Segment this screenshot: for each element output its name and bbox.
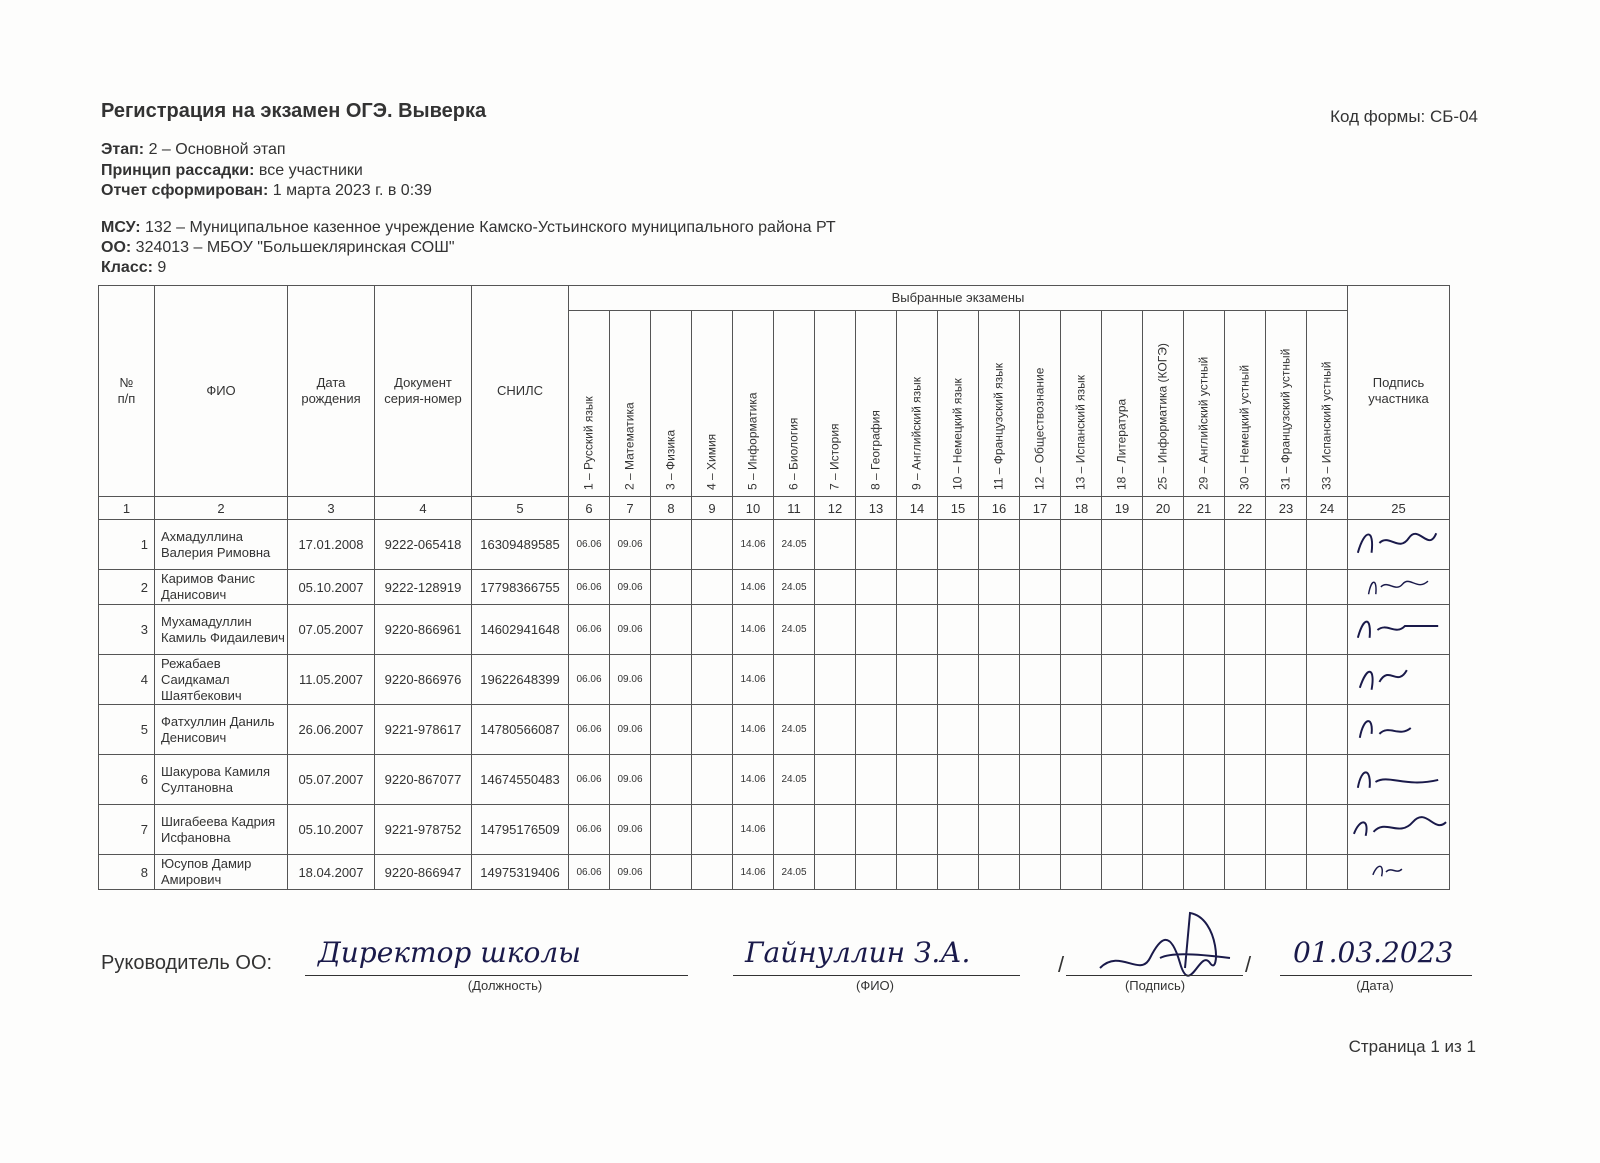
row-dob: 11.05.2007 (288, 655, 375, 705)
row-fio: Фатхуллин Даниль Денисович (155, 705, 288, 755)
exam-date-cell (1143, 655, 1184, 705)
exam-date-cell (1061, 755, 1102, 805)
row-doc: 9222-128919 (375, 570, 472, 605)
exam-date-cell (1184, 570, 1225, 605)
position-caption: (Должность) (467, 978, 543, 993)
exam-date-cell (979, 805, 1020, 855)
row-dob: 26.06.2007 (288, 705, 375, 755)
exam-date-cell (938, 755, 979, 805)
exam-date-cell (1143, 520, 1184, 570)
row-fio: Юсупов Дамир Амирович (155, 855, 288, 890)
row-doc: 9221-978617 (375, 705, 472, 755)
exam-date-cell: 06.06 (569, 805, 610, 855)
exam-header: 6 – Биология (774, 311, 815, 497)
column-number: 22 (1225, 497, 1266, 520)
exam-date-cell (692, 605, 733, 655)
exam-date-cell (979, 520, 1020, 570)
exam-date-cell (856, 805, 897, 855)
column-number: 5 (472, 497, 569, 520)
exam-date-cell: 24.05 (774, 605, 815, 655)
header-num: № п/п (99, 286, 155, 497)
exam-date-cell (1266, 655, 1307, 705)
director-signature (1090, 908, 1240, 983)
exam-date-cell (1184, 705, 1225, 755)
column-number: 20 (1143, 497, 1184, 520)
exam-date-cell (1225, 755, 1266, 805)
exam-date-cell (815, 705, 856, 755)
row-dob: 05.07.2007 (288, 755, 375, 805)
column-number: 19 (1102, 497, 1143, 520)
exam-date-cell (938, 855, 979, 890)
row-snils: 19622648399 (472, 655, 569, 705)
table-row (99, 655, 1450, 705)
exam-date-cell: 06.06 (569, 520, 610, 570)
exam-date-cell (1266, 755, 1307, 805)
column-number: 7 (610, 497, 651, 520)
row-fio: Шакурова Камиля Султановна (155, 755, 288, 805)
exam-header: 3 – Физика (651, 311, 692, 497)
column-number: 14 (897, 497, 938, 520)
date-caption: (Дата) (1356, 978, 1394, 993)
column-number: 21 (1184, 497, 1225, 520)
page-title: Регистрация на экзамен ОГЭ. Выверка (101, 100, 487, 122)
exam-date-cell (897, 755, 938, 805)
column-number: 16 (979, 497, 1020, 520)
exam-date-cell (856, 605, 897, 655)
exam-header: 2 – Математика (610, 311, 651, 497)
exam-date-cell (938, 705, 979, 755)
row-fio: Шигабеева Кадрия Исфановна (155, 805, 288, 855)
exam-date-cell (856, 705, 897, 755)
exam-date-cell: 06.06 (569, 605, 610, 655)
exam-date-cell (1266, 605, 1307, 655)
column-number: 24 (1307, 497, 1348, 520)
exam-date-cell (856, 520, 897, 570)
exam-date-cell (856, 570, 897, 605)
exam-date-cell (651, 655, 692, 705)
exam-date-cell (815, 605, 856, 655)
row-doc: 9221-978752 (375, 805, 472, 855)
exam-date-cell (692, 755, 733, 805)
exam-date-cell (1061, 855, 1102, 890)
exam-date-cell (1020, 520, 1061, 570)
table-row (99, 805, 1450, 855)
row-snils: 14674550483 (472, 755, 569, 805)
exam-header: 7 – История (815, 311, 856, 497)
exam-date-cell (1225, 520, 1266, 570)
exam-date-cell: 06.06 (569, 570, 610, 605)
table-row (99, 755, 1450, 805)
exam-date-cell (856, 755, 897, 805)
row-doc: 9220-867077 (375, 755, 472, 805)
column-number: 4 (375, 497, 472, 520)
exam-date-cell (815, 755, 856, 805)
exam-date-cell (651, 705, 692, 755)
exam-header: 11 – Французский язык (979, 311, 1020, 497)
row-dob: 05.10.2007 (288, 805, 375, 855)
exam-date-cell: 14.06 (733, 520, 774, 570)
exam-date-cell (651, 855, 692, 890)
exam-date-cell (897, 855, 938, 890)
exam-date-cell (692, 805, 733, 855)
exam-date-cell: 24.05 (774, 570, 815, 605)
exam-date-cell (1266, 855, 1307, 890)
exam-date-cell (1061, 655, 1102, 705)
column-number: 12 (815, 497, 856, 520)
row-snils: 16309489585 (472, 520, 569, 570)
column-number: 15 (938, 497, 979, 520)
exam-date-cell (1225, 605, 1266, 655)
exam-date-cell (1061, 705, 1102, 755)
row-snils: 14780566087 (472, 705, 569, 755)
exam-date-cell (1184, 520, 1225, 570)
column-number: 25 (1348, 497, 1450, 520)
exam-date-cell (1061, 570, 1102, 605)
column-number: 17 (1020, 497, 1061, 520)
exam-header: 12 – Обществознание (1020, 311, 1061, 497)
exam-date-cell: 24.05 (774, 520, 815, 570)
exam-date-cell (1102, 570, 1143, 605)
exam-date-cell (815, 855, 856, 890)
exam-date-cell: 14.06 (733, 855, 774, 890)
msu-line: МСУ: 132 – Муниципальное казенное учреждение Камско-Устьинского муниципального района РТ (101, 219, 836, 236)
column-number: 1 (99, 497, 155, 520)
exam-date-cell: 24.05 (774, 855, 815, 890)
exam-date-cell: 24.05 (774, 755, 815, 805)
exam-date-cell (692, 520, 733, 570)
header-doc: Документ серия-номер (375, 286, 472, 497)
exam-date-cell (856, 655, 897, 705)
exam-date-cell (1225, 705, 1266, 755)
column-number: 10 (733, 497, 774, 520)
participant-signature (1348, 755, 1450, 805)
exam-header: 13 – Испанский язык (1061, 311, 1102, 497)
exam-date-cell (1061, 605, 1102, 655)
exam-date-cell (897, 705, 938, 755)
position-handwritten: Директор школы (318, 936, 581, 969)
participant-signature (1348, 570, 1450, 605)
exam-date-cell: 09.06 (610, 855, 651, 890)
row-doc: 9220-866961 (375, 605, 472, 655)
exam-date-cell (692, 855, 733, 890)
header-snils: СНИЛС (472, 286, 569, 497)
exam-date-cell (938, 655, 979, 705)
exam-date-cell (815, 520, 856, 570)
participant-signature (1348, 805, 1450, 855)
column-number: 13 (856, 497, 897, 520)
exam-date-cell (1102, 805, 1143, 855)
exam-date-cell (979, 705, 1020, 755)
page-number: Страница 1 из 1 (1348, 1037, 1476, 1056)
exam-date-cell (938, 520, 979, 570)
exam-date-cell (1266, 805, 1307, 855)
table-row (99, 705, 1450, 755)
exam-date-cell (1143, 805, 1184, 855)
row-fio: Мухамадуллин Камиль Фидаилевич (155, 605, 288, 655)
exam-date-cell (1184, 655, 1225, 705)
registration-table (98, 285, 1450, 890)
exam-date-cell (979, 755, 1020, 805)
exam-date-cell (1184, 855, 1225, 890)
exam-date-cell (1020, 570, 1061, 605)
exam-date-cell (1020, 655, 1061, 705)
row-number: 8 (99, 855, 155, 890)
exam-date-cell (1102, 655, 1143, 705)
exam-date-cell (1020, 855, 1061, 890)
head-label: Руководитель ОО: (101, 952, 273, 974)
column-number: 2 (155, 497, 288, 520)
exam-date-cell (897, 520, 938, 570)
row-fio: Ахмадуллина Валерия Римовна (155, 520, 288, 570)
exam-date-cell (1225, 805, 1266, 855)
exam-date-cell (1143, 570, 1184, 605)
exam-date-cell (1307, 755, 1348, 805)
exam-date-cell (1307, 855, 1348, 890)
exam-date-cell (1307, 605, 1348, 655)
exam-header: 30 – Немецкий устный (1225, 311, 1266, 497)
exam-date-cell: 09.06 (610, 805, 651, 855)
exam-date-cell: 09.06 (610, 705, 651, 755)
exam-date-cell (651, 570, 692, 605)
column-number: 8 (651, 497, 692, 520)
exam-date-cell: 06.06 (569, 705, 610, 755)
exam-date-cell (1061, 805, 1102, 855)
exam-date-cell (692, 570, 733, 605)
exam-date-cell: 06.06 (569, 655, 610, 705)
row-doc: 9222-065418 (375, 520, 472, 570)
exam-date-cell: 09.06 (610, 520, 651, 570)
column-number: 3 (288, 497, 375, 520)
participant-signature (1348, 855, 1450, 890)
seating-line: Принцип рассадки: все участники (101, 162, 363, 179)
exam-header: 9 – Английский язык (897, 311, 938, 497)
exam-date-cell (979, 655, 1020, 705)
exam-date-cell (938, 805, 979, 855)
exam-date-cell (897, 570, 938, 605)
exam-header: 29 – Английский устный (1184, 311, 1225, 497)
table-row (99, 855, 1450, 890)
exam-date-cell (1143, 755, 1184, 805)
participant-signature (1348, 605, 1450, 655)
header-fio: ФИО (155, 286, 288, 497)
column-number: 23 (1266, 497, 1307, 520)
exam-date-cell (1307, 805, 1348, 855)
row-dob: 07.05.2007 (288, 605, 375, 655)
exam-date-cell: 09.06 (610, 605, 651, 655)
exam-header: 8 – География (856, 311, 897, 497)
exam-date-cell (774, 655, 815, 705)
report-line: Отчет сформирован: 1 марта 2023 г. в 0:39 (101, 182, 432, 199)
participant-signature (1348, 655, 1450, 705)
row-snils: 17798366755 (472, 570, 569, 605)
row-snils: 14975319406 (472, 855, 569, 890)
exam-date-cell (1020, 605, 1061, 655)
oo-line: ОО: 324013 – МБОУ "Большекляринская СОШ" (101, 239, 455, 256)
exam-date-cell: 14.06 (733, 705, 774, 755)
exam-date-cell: 14.06 (733, 570, 774, 605)
exam-date-cell: 14.06 (733, 755, 774, 805)
exam-date-cell: 09.06 (610, 655, 651, 705)
form-code: Код формы: СБ-04 (1330, 107, 1478, 126)
exam-date-cell (815, 655, 856, 705)
exam-date-cell (938, 570, 979, 605)
date-handwritten: 01.03.2023 (1293, 936, 1454, 969)
exam-date-cell: 06.06 (569, 755, 610, 805)
row-number: 2 (99, 570, 155, 605)
exam-date-cell (1102, 605, 1143, 655)
exam-date-cell (1102, 755, 1143, 805)
exam-date-cell (938, 605, 979, 655)
exam-date-cell (651, 755, 692, 805)
exam-header: 1 – Русский язык (569, 311, 610, 497)
row-number: 5 (99, 705, 155, 755)
exam-date-cell (1184, 605, 1225, 655)
header-sign: Подпись участника (1348, 286, 1450, 497)
exam-date-cell (651, 805, 692, 855)
exam-header: 18 – Литература (1102, 311, 1143, 497)
exam-header: 31 – Французский устный (1266, 311, 1307, 497)
exam-date-cell (1225, 855, 1266, 890)
row-number: 6 (99, 755, 155, 805)
column-number: 11 (774, 497, 815, 520)
fio-handwritten: Гайнуллин З.А. (745, 936, 971, 969)
exam-header: 25 – Информатика (КОГЭ) (1143, 311, 1184, 497)
exam-date-cell (1020, 755, 1061, 805)
table-row (99, 605, 1450, 655)
exam-date-cell (651, 605, 692, 655)
row-doc: 9220-866976 (375, 655, 472, 705)
exam-date-cell (1020, 805, 1061, 855)
exam-header: 10 – Немецкий язык (938, 311, 979, 497)
fio-caption: (ФИО) (856, 978, 894, 993)
exam-date-cell (1020, 705, 1061, 755)
exam-date-cell (774, 805, 815, 855)
row-dob: 18.04.2007 (288, 855, 375, 890)
exam-date-cell (979, 855, 1020, 890)
exam-date-cell (1307, 705, 1348, 755)
exam-date-cell (1266, 570, 1307, 605)
exam-date-cell: 09.06 (610, 570, 651, 605)
header-exams: Выбранные экзамены (569, 286, 1348, 311)
exam-date-cell (1225, 570, 1266, 605)
exam-date-cell (897, 605, 938, 655)
exam-date-cell (979, 570, 1020, 605)
row-fio: Каримов Фанис Данисович (155, 570, 288, 605)
class-line: Класс: 9 (101, 259, 167, 276)
row-snils: 14795176509 (472, 805, 569, 855)
exam-date-cell: 06.06 (569, 855, 610, 890)
stage-line: Этап: 2 – Основной этап (101, 141, 286, 158)
exam-date-cell (1061, 520, 1102, 570)
exam-date-cell (1143, 705, 1184, 755)
exam-date-cell (1102, 855, 1143, 890)
row-number: 7 (99, 805, 155, 855)
exam-date-cell (1102, 520, 1143, 570)
column-number: 9 (692, 497, 733, 520)
row-dob: 05.10.2007 (288, 570, 375, 605)
row-number: 4 (99, 655, 155, 705)
exam-date-cell: 14.06 (733, 655, 774, 705)
row-number: 3 (99, 605, 155, 655)
exam-header: 4 – Химия (692, 311, 733, 497)
table-row (99, 570, 1450, 605)
exam-date-cell (897, 805, 938, 855)
exam-date-cell (1102, 705, 1143, 755)
exam-date-cell (1184, 755, 1225, 805)
column-number: 6 (569, 497, 610, 520)
exam-header: 33 – Испанский устный (1307, 311, 1348, 497)
exam-date-cell (1266, 705, 1307, 755)
participant-signature (1348, 520, 1450, 570)
row-doc: 9220-866947 (375, 855, 472, 890)
exam-date-cell (979, 605, 1020, 655)
row-number: 1 (99, 520, 155, 570)
exam-header: 5 – Информатика (733, 311, 774, 497)
column-number: 18 (1061, 497, 1102, 520)
exam-date-cell: 14.06 (733, 805, 774, 855)
exam-date-cell (1307, 570, 1348, 605)
exam-date-cell: 09.06 (610, 755, 651, 805)
exam-date-cell (1307, 520, 1348, 570)
exam-date-cell (815, 570, 856, 605)
row-fio: Режабаев Саидкамал Шаятбекович (155, 655, 288, 705)
participant-signature (1348, 705, 1450, 755)
exam-date-cell (1184, 805, 1225, 855)
exam-date-cell (815, 805, 856, 855)
row-dob: 17.01.2008 (288, 520, 375, 570)
exam-date-cell: 24.05 (774, 705, 815, 755)
row-snils: 14602941648 (472, 605, 569, 655)
exam-date-cell (1143, 855, 1184, 890)
exam-date-cell (1307, 655, 1348, 705)
exam-date-cell: 14.06 (733, 605, 774, 655)
exam-date-cell (692, 705, 733, 755)
exam-date-cell (1266, 520, 1307, 570)
exam-date-cell (692, 655, 733, 705)
exam-date-cell (1143, 605, 1184, 655)
header-dob: Дата рождения (288, 286, 375, 497)
exam-date-cell (856, 855, 897, 890)
sign-caption: (Подпись) (1124, 978, 1186, 993)
exam-date-cell (651, 520, 692, 570)
table-row (99, 520, 1450, 570)
exam-date-cell (1225, 655, 1266, 705)
exam-date-cell (897, 655, 938, 705)
